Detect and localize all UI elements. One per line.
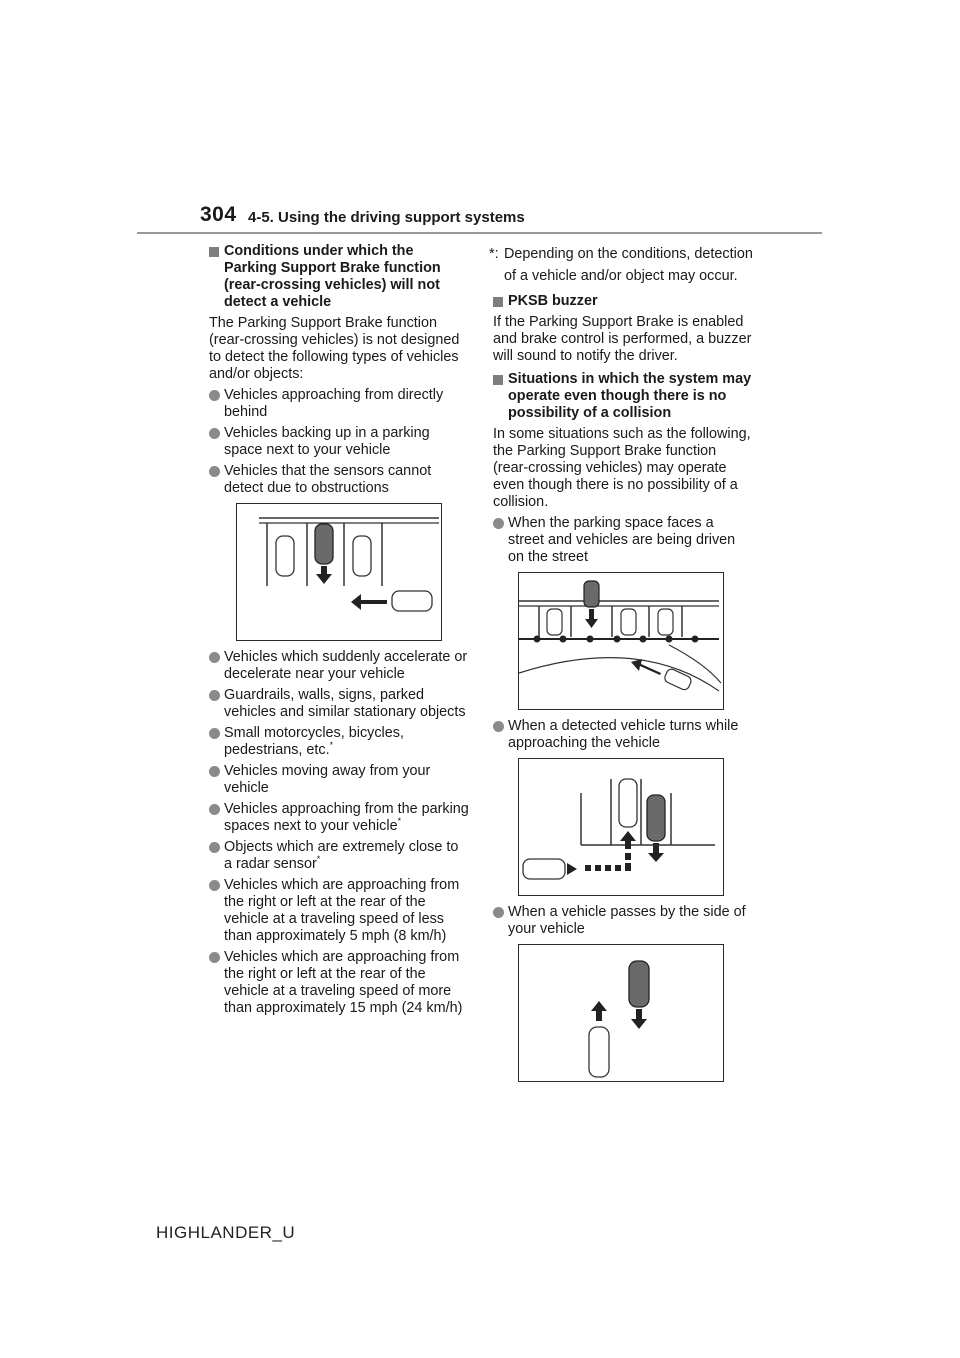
list-item: Vehicles moving away from your vehicle: [209, 763, 469, 797]
footer-model: HIGHLANDER_U: [156, 1223, 296, 1242]
bullet-icon: [209, 390, 220, 401]
list-item: Vehicles that the sensors cannot detect due to obstructions: [209, 463, 469, 497]
bullet-icon: [209, 804, 220, 815]
right-column: [489, 243, 753, 1090]
list-item: Vehicles approaching from the parking spaces next to your vehicle*: [209, 801, 469, 835]
subheading-not-detect: Conditions under which the Parking Support Brake function (rear-crossing vehicles) will not detect a vehicle: [209, 243, 469, 311]
square-bullet-icon: [493, 375, 503, 385]
list-item: Objects which are extremely close to a radar sensor*: [209, 839, 469, 873]
figure-obstructed-detection: [236, 503, 442, 641]
bullet-icon: [209, 652, 220, 663]
header-divider: [137, 232, 822, 234]
list-item: Guardrails, walls, signs, parked vehicles and similar stationary objects: [209, 687, 469, 721]
list-item: When the parking space faces a street and vehicles are being driven on the street: [493, 515, 753, 566]
page-number: 304: [200, 203, 237, 226]
list-item: Vehicles which are approaching from the right or left at the rear of the vehicle at a traveling speed of more than approximately 15 mph (24 km/h): [209, 949, 469, 1017]
bullet-icon: [209, 766, 220, 777]
footnote-mark: *:: [489, 246, 499, 262]
bullet-icon: [209, 842, 220, 853]
list-item: Vehicles backing up in a parking space next to your vehicle: [209, 425, 469, 459]
list-item: When a vehicle passes by the side of your vehicle: [493, 904, 753, 938]
bullet-icon: [493, 721, 504, 732]
footnote-marker: *: [316, 854, 321, 865]
left-column: [209, 243, 469, 1021]
list-item: Small motorcycles, bicycles, pedestrians, etc.*: [209, 725, 469, 759]
footnote-marker: *: [397, 816, 402, 827]
footnote-marker: *: [329, 740, 334, 751]
bullet-icon: [209, 952, 220, 963]
bullet-icon: [209, 880, 220, 891]
intro-text-2: In some situations such as the following, the Parking Support Brake function (rear-crossing vehicles) may operate even though there is no possibility of a collision.: [493, 426, 751, 510]
bullet-icon: [493, 518, 504, 529]
bullet-icon: [493, 907, 504, 918]
figure-passing-vehicle: [518, 944, 724, 1082]
list-item: Vehicles approaching from directly behind: [209, 387, 469, 421]
square-bullet-icon: [493, 297, 503, 307]
footnote: *: Depending on the conditions, detection of a vehicle and/or object may occur.: [489, 243, 753, 287]
buzzer-text: If the Parking Support Brake is enabled and brake control is performed, a buzzer will sound to notify the driver.: [493, 314, 752, 364]
list-item: Vehicles which are approaching from the right or left at the rear of the vehicle at a traveling speed of less than approximately 5 mph (8 km/h): [209, 877, 469, 945]
bullet-icon: [209, 428, 220, 439]
square-bullet-icon: [209, 247, 219, 257]
subheading-pksb-buzzer: PKSB buzzer: [493, 293, 753, 310]
bullet-icon: [209, 690, 220, 701]
subheading-false-operation: Situations in which the system may operate even though there is no possibility of a collision: [493, 371, 753, 422]
bullet-icon: [209, 728, 220, 739]
figure-street-traffic: [518, 572, 724, 710]
list-item: Vehicles which suddenly accelerate or decelerate near your vehicle: [209, 649, 469, 683]
list-item: When a detected vehicle turns while approaching the vehicle: [493, 718, 753, 752]
bullet-icon: [209, 466, 220, 477]
figure-turning-vehicle: [518, 758, 724, 896]
intro-text: The Parking Support Brake function (rear-crossing vehicles) is not designed to detect the following types of vehicles and/or objects:: [209, 315, 460, 382]
section-title: 4-5. Using the driving support systems: [248, 209, 525, 226]
